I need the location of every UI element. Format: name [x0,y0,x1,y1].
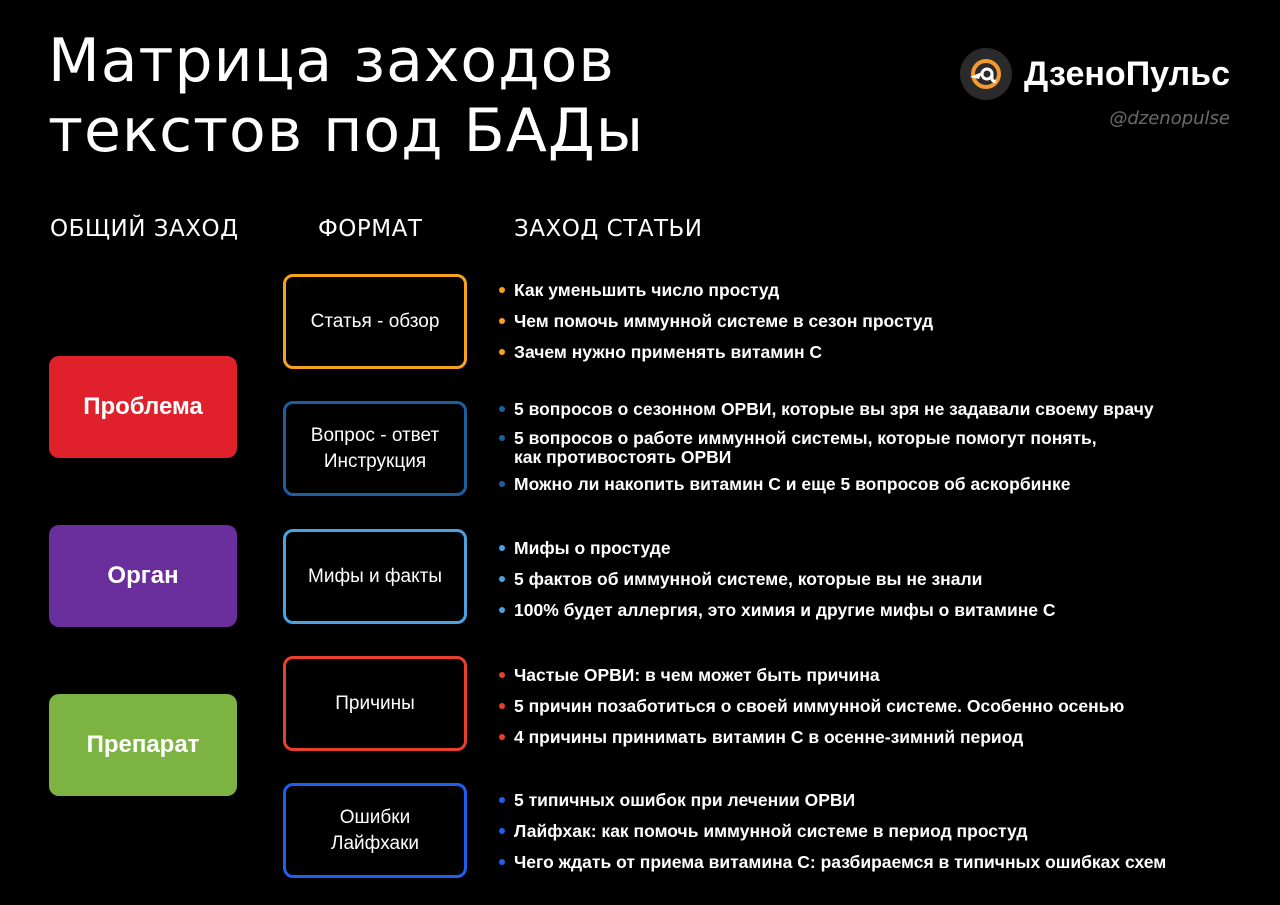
list-item-text: Чем помочь иммунной системе в сезон простуд [514,311,934,331]
header-approach: ОБЩИЙ ЗАХОД [50,216,239,242]
bullet-dot-icon [499,481,505,487]
bullet-dot-icon [499,797,505,803]
page-title: Матрица заходов текстов под БАДы [48,26,645,166]
format-myths: Мифы и факты [283,529,467,624]
list-item-text: Зачем нужно применять витамин С [514,342,823,362]
list-item-text: Чего ждать от приема витамина С: разбираемся в типичных ошибках схем [514,852,1167,872]
list-item [498,570,982,589]
bullet-dot-icon [499,406,505,412]
list-item [498,822,1027,841]
bullet-dot-icon [499,672,505,678]
bullet-dot-icon [499,318,505,324]
list-item [498,429,1097,467]
list-item-text: Можно ли накопить витамин С и еще 5 вопросов об аскорбинке [514,474,1071,494]
list-item [498,601,1056,620]
list-item [498,791,855,810]
list-item-text: 4 причины принимать витамин С в осенне-зимний период [514,727,1024,747]
bullet-dot-icon [499,349,505,355]
bullet-dot-icon [499,828,505,834]
list-item-text: 100% будет аллергия, это химия и другие мифы о витамине С [514,600,1056,620]
list-item [498,539,671,558]
approach-drug: Препарат [49,694,237,796]
bullet-dot-icon [499,435,505,441]
brand [960,48,1230,129]
list-item [498,343,822,362]
list-item [498,697,1124,716]
list-item-text: 5 вопросов о работе иммунной системы, которые помогут понять, как противостоять ОРВИ [514,428,1097,467]
list-item [498,728,1023,747]
bullet-dot-icon [499,545,505,551]
list-item-text: 5 типичных ошибок при лечении ОРВИ [514,790,856,810]
bullet-dot-icon [499,607,505,613]
list-item [498,475,1070,494]
format-mistakes: Ошибки Лайфхаки [283,783,467,878]
brand-handle: @dzenopulse [1109,108,1230,129]
bullet-dot-icon [499,287,505,293]
list-item-text: Как уменьшить число простуд [514,280,780,300]
approach-organ: Орган [49,525,237,627]
brand-row [960,48,1230,100]
format-qa: Вопрос - ответ Инструкция [283,401,467,496]
list-item-text: Частые ОРВИ: в чем может быть причина [514,665,880,685]
list-item-text: 5 причин позаботиться о своей иммунной системе. Особенно осенью [514,696,1125,716]
list-item [498,853,1166,872]
list-item-text: Мифы о простуде [514,538,671,558]
approach-problem: Проблема [49,356,237,458]
at-sign-icon [960,48,1012,100]
list-item-text: 5 фактов об иммунной системе, которые вы не знали [514,569,983,589]
list-item-text: 5 вопросов о сезонном ОРВИ, которые вы зря не задавали своему врачу [514,399,1154,419]
list-item-text: Лайфхак: как помочь иммунной системе в период простуд [514,821,1028,841]
list-item [498,312,933,331]
brand-name: ДзеноПульс [1023,54,1230,93]
list-item [498,666,880,685]
list-item [498,281,779,300]
bullet-dot-icon [499,859,505,865]
list-item [498,400,1154,419]
bullet-dot-icon [499,703,505,709]
bullet-dot-icon [499,576,505,582]
header-format: ФОРМАТ [318,216,423,242]
bullet-dot-icon [499,734,505,740]
header-article: ЗАХОД СТАТЬИ [514,216,703,242]
format-review: Статья - обзор [283,274,467,369]
format-reasons: Причины [283,656,467,751]
